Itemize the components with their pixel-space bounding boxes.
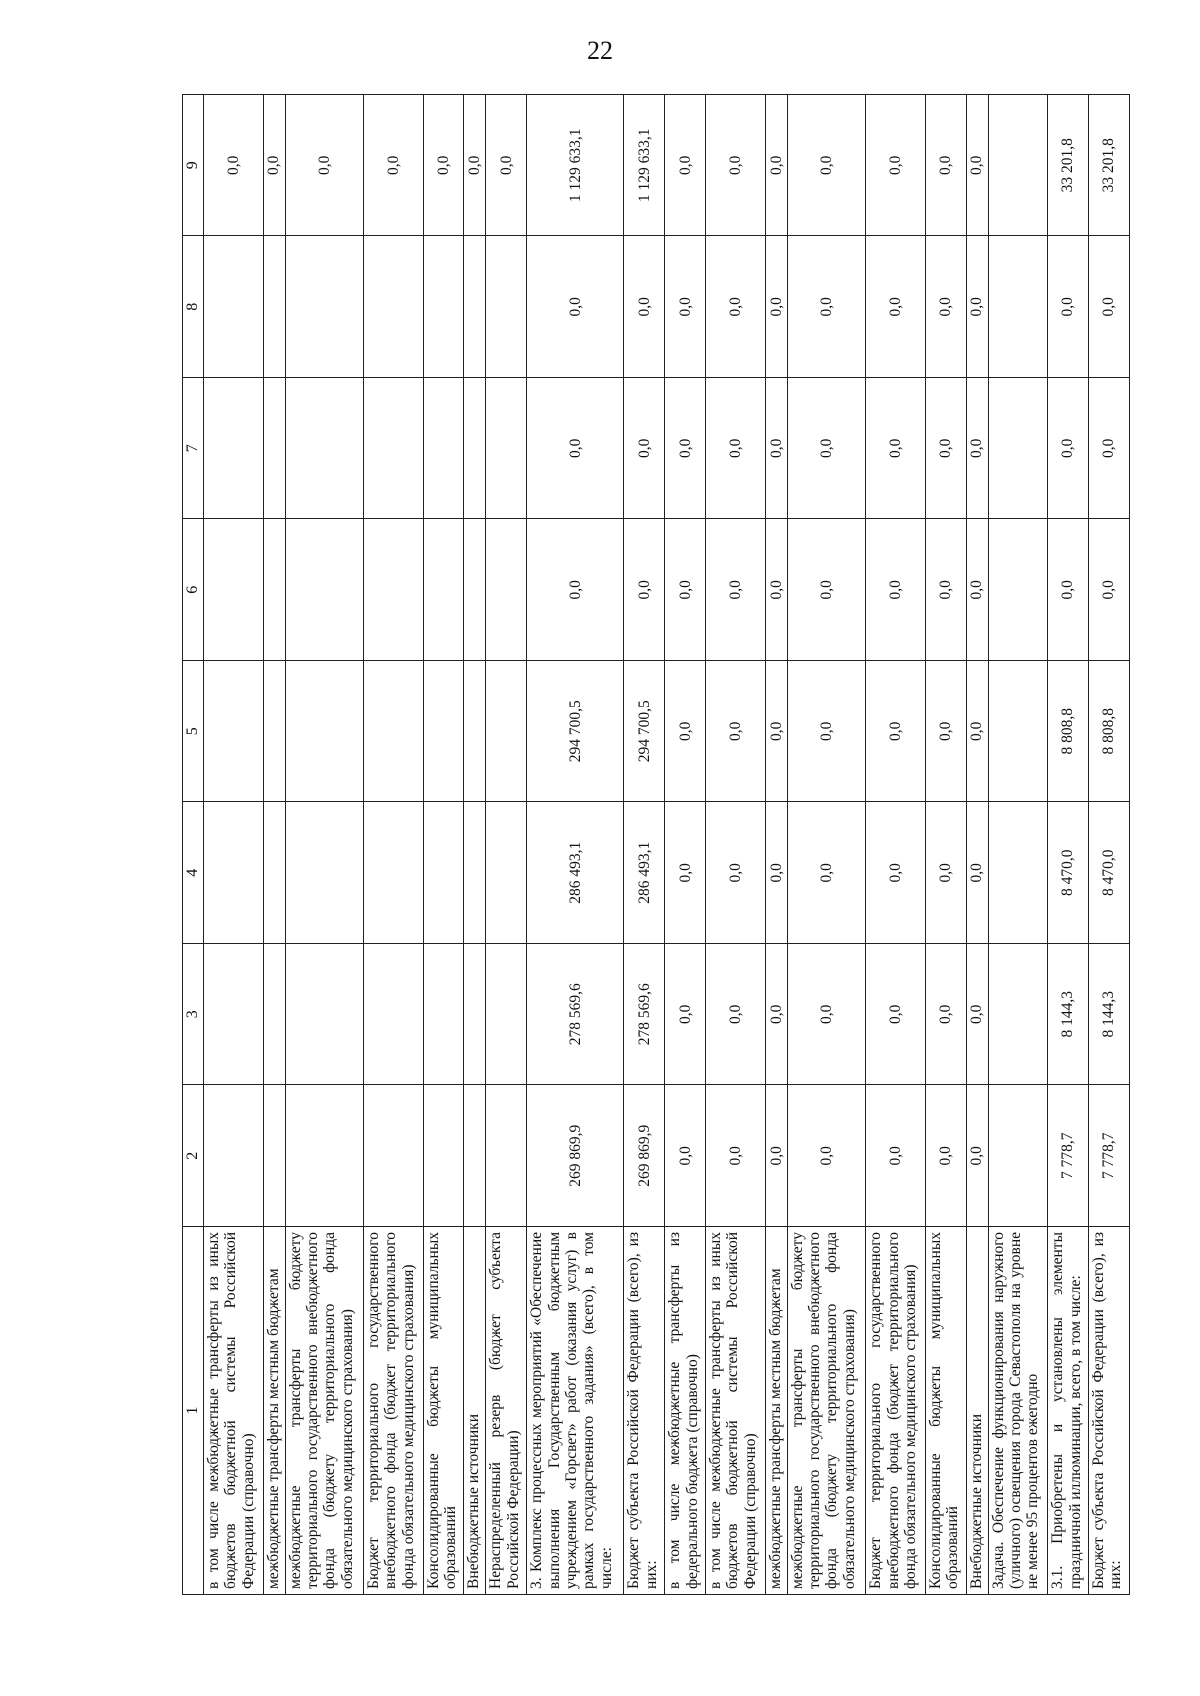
value-cell-col-2: 0,0 [665,1085,706,1227]
table-row [765,95,787,1595]
value-cell-col-3 [263,944,285,1086]
column-header-3: 3 [183,944,204,1086]
value-cell-col-3: 0,0 [866,944,926,1086]
row-label: межбюджетные трансферты местным бюджетам [765,1227,787,1595]
value-cell-col-4: 286 493,1 [624,802,665,944]
table-row [363,95,423,1595]
value-cell-col-6: 0,0 [966,519,988,661]
value-cell-col-9: 1 129 633,1 [527,95,624,237]
value-cell-col-7: 0,0 [665,378,706,520]
value-cell-col-8: 0,0 [765,236,787,378]
value-cell-col-9: 0,0 [486,95,527,237]
value-cell-col-4 [285,802,363,944]
value-cell-col-2 [363,1085,423,1227]
value-cell-col-3 [464,944,486,1086]
value-cell-col-8: 0,0 [1089,236,1130,378]
value-cell-col-5: 0,0 [925,661,966,803]
column-header-8: 8 [183,236,204,378]
value-cell-col-8: 0,0 [966,236,988,378]
funding-table [182,94,1130,1595]
value-cell-col-4 [988,802,1048,944]
value-cell-col-6: 0,0 [925,519,966,661]
value-cell-col-4: 8 470,0 [1089,802,1130,944]
value-cell-col-6 [263,519,285,661]
value-cell-col-8 [464,236,486,378]
value-cell-col-9: 0,0 [706,95,766,237]
value-cell-col-9: 0,0 [765,95,787,237]
row-label: межбюджетные трансферты местным бюджетам [263,1227,285,1595]
value-cell-col-8: 0,0 [624,236,665,378]
value-cell-col-2: 0,0 [866,1085,926,1227]
value-cell-col-3: 0,0 [665,944,706,1086]
column-header-9: 9 [183,95,204,237]
value-cell-col-6 [285,519,363,661]
value-cell-col-6: 0,0 [527,519,624,661]
column-header-5: 5 [183,661,204,803]
table-row [285,95,363,1595]
row-label: Нераспределенный резерв (бюджет субъекта Российской Федерации) [486,1227,527,1595]
value-cell-col-4: 0,0 [866,802,926,944]
value-cell-col-9: 0,0 [665,95,706,237]
value-cell-col-4: 0,0 [665,802,706,944]
table-row [925,95,966,1595]
value-cell-col-2 [285,1085,363,1227]
row-label: Бюджет территориального государственного внебюджетного фонда (бюджет территориального фонда обязательного медицинского страхования) [363,1227,423,1595]
value-cell-col-4 [363,802,423,944]
value-cell-col-9: 0,0 [423,95,464,237]
table-row [787,95,865,1595]
value-cell-col-3: 8 144,3 [1048,944,1089,1086]
value-cell-col-5 [486,661,527,803]
value-cell-col-3: 8 144,3 [1089,944,1130,1086]
value-cell-col-5 [363,661,423,803]
value-cell-col-2 [486,1085,527,1227]
value-cell-col-6 [486,519,527,661]
value-cell-col-7: 0,0 [787,378,865,520]
value-cell-col-5 [423,661,464,803]
value-cell-col-6: 0,0 [787,519,865,661]
value-cell-col-5 [285,661,363,803]
table-row [966,95,988,1595]
value-cell-col-6 [363,519,423,661]
column-header-1: 1 [183,1227,204,1595]
value-cell-col-7 [203,378,263,520]
value-cell-col-4: 0,0 [706,802,766,944]
value-cell-col-4: 0,0 [966,802,988,944]
value-cell-col-7: 0,0 [1089,378,1130,520]
value-cell-col-8 [363,236,423,378]
row-label: Консолидированные бюджеты муниципальных образований [925,1227,966,1595]
table-row [486,95,527,1595]
row-label: межбюджетные трансферты бюджету территориального государственного внебюджетного фонда (бюджету территориального фонда обязательного медицинского страхования) [285,1227,363,1595]
value-cell-col-3 [486,944,527,1086]
table-row [706,95,766,1595]
value-cell-col-5: 0,0 [706,661,766,803]
value-cell-col-9: 0,0 [464,95,486,237]
value-cell-col-7: 0,0 [925,378,966,520]
value-cell-col-3 [988,944,1048,1086]
value-cell-col-7: 0,0 [1048,378,1089,520]
row-label: Внебюджетные источники [464,1227,486,1595]
value-cell-col-9: 1 129 633,1 [624,95,665,237]
row-label: 3. Комплекс процессных мероприятий «Обеспечение выполнения Государственным бюджетным учреждением «Горсвет» работ (оказания услуг) в рамках государственного задания» (всего), в том числе: [527,1227,624,1595]
row-label: Внебюджетные источники [966,1227,988,1595]
table-row [263,95,285,1595]
value-cell-col-4: 0,0 [765,802,787,944]
value-cell-col-2 [423,1085,464,1227]
value-cell-col-5: 0,0 [966,661,988,803]
value-cell-col-5: 8 808,8 [1089,661,1130,803]
value-cell-col-9: 33 201,8 [1089,95,1130,237]
value-cell-col-5: 8 808,8 [1048,661,1089,803]
value-cell-col-7 [486,378,527,520]
table-body [203,95,1129,1595]
value-cell-col-7 [988,378,1048,520]
value-cell-col-5: 0,0 [765,661,787,803]
value-cell-col-2: 7 778,7 [1048,1085,1089,1227]
value-cell-col-8 [203,236,263,378]
value-cell-col-6: 0,0 [624,519,665,661]
value-cell-col-5 [263,661,285,803]
value-cell-col-9: 0,0 [363,95,423,237]
value-cell-col-5: 0,0 [665,661,706,803]
value-cell-col-6 [423,519,464,661]
rotated-table-wrapper [182,95,1130,1595]
value-cell-col-5: 294 700,5 [527,661,624,803]
value-cell-col-6: 0,0 [706,519,766,661]
column-header-7: 7 [183,378,204,520]
value-cell-col-7: 0,0 [765,378,787,520]
value-cell-col-2 [988,1085,1048,1227]
value-cell-col-6: 0,0 [665,519,706,661]
header-row [183,95,204,1595]
row-label: в том числе межбюджетные трансферты из иных бюджетов бюджетной системы Российской Федерации (справочно) [203,1227,263,1595]
value-cell-col-2: 0,0 [966,1085,988,1227]
value-cell-col-4 [203,802,263,944]
value-cell-col-4 [423,802,464,944]
value-cell-col-3: 0,0 [787,944,865,1086]
value-cell-col-3: 278 569,6 [624,944,665,1086]
table-row [464,95,486,1595]
value-cell-col-8: 0,0 [787,236,865,378]
value-cell-col-2: 0,0 [925,1085,966,1227]
value-cell-col-5 [203,661,263,803]
row-label: 3.1. Приобретены и установлены элементы праздничной иллюминации, всего, в том числе: [1048,1227,1089,1595]
table-row [1089,95,1130,1595]
value-cell-col-2 [203,1085,263,1227]
value-cell-col-6: 0,0 [1089,519,1130,661]
value-cell-col-4 [263,802,285,944]
value-cell-col-5 [988,661,1048,803]
row-label: в том числе межбюджетные трансферты из федерального бюджета (справочно) [665,1227,706,1595]
value-cell-col-9: 0,0 [263,95,285,237]
value-cell-col-8: 0,0 [1048,236,1089,378]
value-cell-col-8: 0,0 [925,236,966,378]
value-cell-col-7: 0,0 [866,378,926,520]
value-cell-col-9: 0,0 [787,95,865,237]
value-cell-col-4: 0,0 [787,802,865,944]
value-cell-col-4: 286 493,1 [527,802,624,944]
table-row [527,95,624,1595]
value-cell-col-7 [285,378,363,520]
value-cell-col-7 [363,378,423,520]
value-cell-col-9: 0,0 [203,95,263,237]
value-cell-col-4: 0,0 [925,802,966,944]
value-cell-col-9: 0,0 [285,95,363,237]
table-row [423,95,464,1595]
value-cell-col-6 [203,519,263,661]
value-cell-col-3 [363,944,423,1086]
value-cell-col-9: 0,0 [866,95,926,237]
value-cell-col-9: 33 201,8 [1048,95,1089,237]
value-cell-col-2: 0,0 [706,1085,766,1227]
value-cell-col-6 [464,519,486,661]
value-cell-col-2: 0,0 [787,1085,865,1227]
value-cell-col-2: 269 869,9 [624,1085,665,1227]
value-cell-col-8 [988,236,1048,378]
value-cell-col-7 [263,378,285,520]
value-cell-col-9: 0,0 [966,95,988,237]
row-label: Бюджет территориального государственного внебюджетного фонда (бюджет территориального фонда обязательного медицинского страхования) [866,1227,926,1595]
row-label: в том числе межбюджетные трансферты из иных бюджетов бюджетной системы Российской Федерации (справочно) [706,1227,766,1595]
value-cell-col-3: 278 569,6 [527,944,624,1086]
value-cell-col-8: 0,0 [527,236,624,378]
value-cell-col-8 [263,236,285,378]
value-cell-col-3: 0,0 [706,944,766,1086]
value-cell-col-8 [423,236,464,378]
value-cell-col-3: 0,0 [966,944,988,1086]
value-cell-col-4 [486,802,527,944]
value-cell-col-9: 0,0 [925,95,966,237]
column-header-2: 2 [183,1085,204,1227]
value-cell-col-7 [464,378,486,520]
value-cell-col-4 [464,802,486,944]
value-cell-col-8: 0,0 [665,236,706,378]
value-cell-col-7: 0,0 [706,378,766,520]
column-header-4: 4 [183,802,204,944]
value-cell-col-3 [203,944,263,1086]
value-cell-col-5: 294 700,5 [624,661,665,803]
value-cell-col-6: 0,0 [1048,519,1089,661]
value-cell-col-8: 0,0 [706,236,766,378]
value-cell-col-2: 0,0 [765,1085,787,1227]
value-cell-col-3: 0,0 [765,944,787,1086]
table-row [665,95,706,1595]
value-cell-col-3: 0,0 [925,944,966,1086]
table-row [866,95,926,1595]
value-cell-col-9 [988,95,1048,237]
value-cell-col-2 [263,1085,285,1227]
value-cell-col-7: 0,0 [966,378,988,520]
value-cell-col-8 [285,236,363,378]
value-cell-col-7: 0,0 [527,378,624,520]
value-cell-col-2: 269 869,9 [527,1085,624,1227]
value-cell-col-5: 0,0 [787,661,865,803]
value-cell-col-8 [486,236,527,378]
value-cell-col-4: 8 470,0 [1048,802,1089,944]
value-cell-col-8: 0,0 [866,236,926,378]
value-cell-col-6 [988,519,1048,661]
value-cell-col-7 [423,378,464,520]
page-number: 22 [587,36,613,65]
table-row [203,95,263,1595]
row-label: Бюджет субъекта Российской Федерации (всего), из них: [624,1227,665,1595]
value-cell-col-6: 0,0 [765,519,787,661]
table-row [624,95,665,1595]
value-cell-col-6: 0,0 [866,519,926,661]
row-label: Бюджет субъекта Российской Федерации (всего), из них: [1089,1227,1130,1595]
value-cell-col-3 [285,944,363,1086]
value-cell-col-7: 0,0 [624,378,665,520]
row-label: Консолидированные бюджеты муниципальных образований [423,1227,464,1595]
value-cell-col-2 [464,1085,486,1227]
row-label: Задача. Обеспечение функционирования наружного (уличного) освещения города Севастополя на уровне не менее 95 процентов ежегодно [988,1227,1048,1595]
value-cell-col-2: 7 778,7 [1089,1085,1130,1227]
table-row [1048,95,1089,1595]
value-cell-col-5 [464,661,486,803]
table-row [988,95,1048,1595]
value-cell-col-5: 0,0 [866,661,926,803]
value-cell-col-3 [423,944,464,1086]
row-label: межбюджетные трансферты бюджету территориального государственного внебюджетного фонда (бюджету территориального фонда обязательного медицинского страхования) [787,1227,865,1595]
column-header-6: 6 [183,519,204,661]
